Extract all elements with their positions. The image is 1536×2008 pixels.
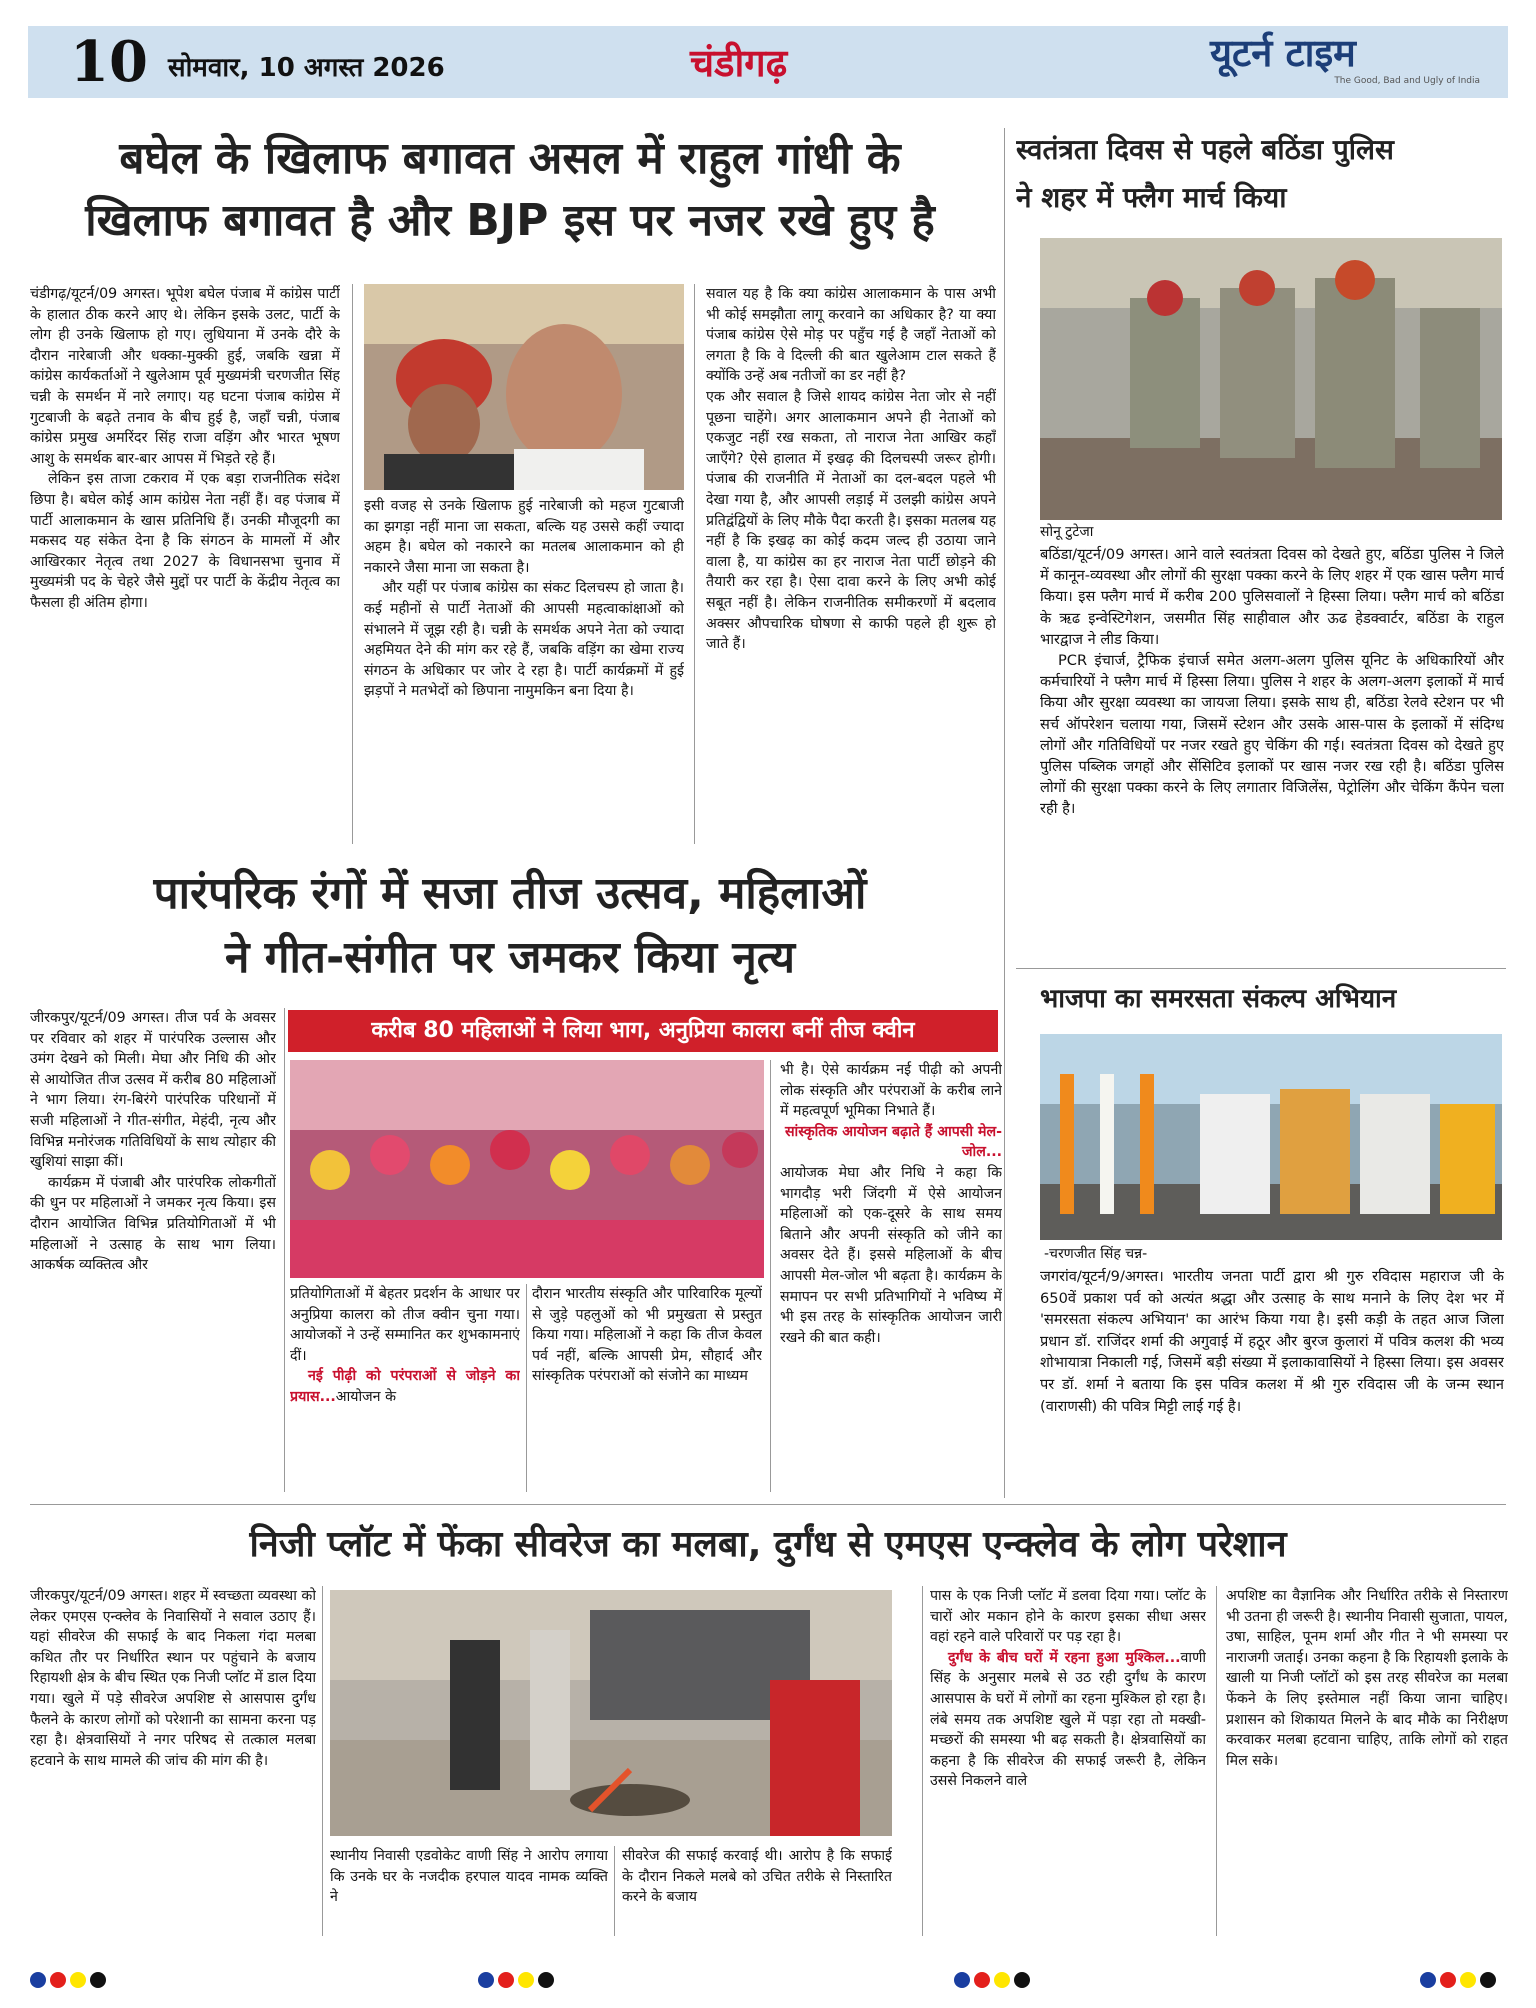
story3-col4-subheading: सांस्कृतिक आयोजन बढ़ाते हैं आपसी मेल-जोल... [784,1123,1002,1161]
story5-col4-tail: वाणी सिंह के अनुसार मलबे से उठ रही दुर्गंध के कारण आसपास के घरों में लोगों का रहना मुश्किल हो रहा है। लंबे समय तक अपशिष्ट खुले में पड़ा रहा तो मक्खी-मच्छरों की समस्या भी बढ़ सकती है। क्षेत्रवासियों का कहना है कि सीवरेज की सफाई जरूरी है, लेकिन उससे निकलने वाले [930,1649,1206,1790]
story1-col3-para2: एक और सवाल है जिसे शायद कांग्रेस नेता जोर से नहीं पूछना चाहेंगे। अगर आलाकमान अपने ही नेताओं को एकजुट नहीं रख सकता, तो नाराज नेता आखिर कहाँ जाएँगे? ऐसे हालात में इखढ़ की दिलचस्पी जरूर होगी। पंजाब की राजनीति में नेताओं का दल-बदल पहले भी देखा गया है, और आपसी लड़ाई में उलझी कांग्रेस अपने प्रतिद्वंद्वियों के लिए मौके पैदा करती है। इसका मतलब यह नहीं है कि इखढ़ का कोई कदम जल्द ही उठाया जाने वाला है, या कांग्रेस का हर नाराज नेता पार्टी छोड़ने की तैयारी कर रहा है। ऐसा दावा करने के लिए अभी कोई सबूत नहीं है। लेकिन राजनीतिक समीकरणों में बदलाव अक्सर औपचारिक घोषणा से काफी पहले ही शुरू हो जाते हैं। [706,388,996,653]
story4-headline: भाजपा का समरसता संकल्प अभियान [1040,984,1397,1014]
story3-col4-para: भी है। ऐसे कार्यक्रम नई पीढ़ी को अपनी लोक संस्कृति और परंपराओं के करीब लाने में महत्वपूर्ण भूमिका निभाते हैं। [780,1062,1002,1120]
story1-col2-para2: और यहीं पर पंजाब कांग्रेस का संकट दिलचस्प हो जाता है। कई महीनों से पार्टी नेताओं की आपसी महत्वाकांक्षाओं को संभालने में जूझ रही है। चन्नी के समर्थक अपने नेता को ज्यादा अहमियत देने की मांग कर रहे हैं, जबकि वड़िंग का खेमा राज्य संगठन के अधिकार पर जोर दे रहा है। पार्टी कार्यक्रमों में हुई झड़पों ने मतभेदों को छिपाना नामुमकिन बना दिया है। [364,580,684,700]
story3-column-1 [30,1008,276,1492]
story3-banner-text: करीब 80 महिलाओं ने लिया भाग, अनुप्रिया कालरा बनीं तीज क्वीन [371,1018,915,1043]
story3-headline-line2: ने गीत-संगीत पर जमकर किया नृत्य [224,932,796,983]
teej-photo [290,1060,764,1278]
story3-col2-tail: आयोजन के [335,1388,396,1405]
color-registration-marks-center [478,1972,558,1992]
kalash-yatra-photo-image [1040,1034,1502,1240]
story3-col2-subheading: नई पीढ़ी को परंपराओं से जोड़ने का प्रयास... [290,1368,520,1405]
color-registration-marks-right [954,1972,1034,1992]
story5-column-3: सीवरेज की सफाई करवाई थी। आरोप है कि सफाई के दौरान निकले मलबे को उचित तरीके से निस्तारित करने के बजाय [622,1848,892,1906]
story1-headline-line1: बघेल के खिलाफ बगावत असल में राहुल गांधी के [119,133,901,184]
paper-name: यूटर्न टाइम [1210,31,1356,75]
story3-headline [30,862,990,990]
color-registration-marks-far-right [1420,1972,1500,1992]
story1-col2-para: इसी वजह से उनके खिलाफ हुई नारेबाजी को महज गुटबाजी का झगड़ा नहीं माना जा सकता, बल्कि यह उससे कहीं ज्यादा अहम है। बघेल को नकारने का मतलब आलाकमान को ही नकारने जैसा माना जा सकता है। [364,498,684,576]
paper-logo [1210,30,1480,92]
story5-column-4 [930,1586,1206,1936]
story2-headline-line1: स्वतंत्रता दिवस से पहले बठिंडा पुलिस [1016,133,1394,166]
page-number: 10 [70,29,148,95]
sewage-debris-photo-image [330,1590,892,1836]
issue-date: सोमवार, 10 अगस्त 2026 [168,53,445,83]
story3-column-3: दौरान भारतीय संस्कृति और पारिवारिक मूल्यों से जुड़े पहलुओं को भी प्रमुखता से प्रस्तुत किया गया। महिलाओं ने कहा कि तीज केवल पर्व नहीं, बल्कि आपसी प्रेम, सौहार्द और सांस्कृतिक परंपराओं को संजोने का माध्यम [532,1286,762,1385]
story3-col2-subpara [290,1366,520,1407]
story1-col1-para2: लेकिन इस ताजा टकराव में एक बड़ा राजनीतिक संदेश छिपा है। बघेल कोई आम कांग्रेस नेता नहीं हैं। वह पंजाब में पार्टी आलाकमान के खास प्रतिनिधि हैं। उनकी मौजूदगी का मकसद यह संकेत देना है कि संगठन के मामलों में और आखिरकार नेतृत्व तथा 2027 के विधानसभा चुनाव में मुख्यमंत्री पद के चेहरे जैसे मुद्दों पर पार्टी के केंद्रीय नेतृत्व का फैसला ही अंतिम होगा। [30,471,340,611]
kalash-yatra-photo [1040,1034,1502,1240]
sewage-debris-photo [330,1590,892,1836]
story5-column-2: स्थानीय निवासी एडवोकेट वाणी सिंह ने आरोप लगाया कि उनके घर के नजदीक हरपाल यादव नामक व्यक्ति ने [330,1848,608,1906]
story3-column-2 [290,1284,520,1494]
story4-photo-credit: -चरणजीत सिंह चन्न- [1044,1246,1148,1262]
story5-col4-subheading: दुर्गंध के बीच घरों में रहना हुआ मुश्किल... [948,1649,1181,1666]
story2-photo-credit: सोनू टुटेजा [1040,524,1094,540]
story1-col3-para: सवाल यह है कि क्या कांग्रेस आलाकमान के पास अभी भी कोई समझौता लागू करवाने का अधिकार है? या क्या पंजाब कांग्रेस ऐसे मोड़ पर पहुँच गई है जहाँ नेताओं को लगता है कि वे दिल्ली की बात खुलेआम टाल सकते हैं क्योंकि उन्हें अब नतीजों का डर नहीं है? [706,286,996,385]
story3-column-4 [780,1060,1002,1494]
story1-col1-para: चंडीगढ़/यूटर्न/09 अगस्त। भूपेश बघेल पंजाब में कांग्रेस पार्टी के हालात ठीक करने आए थे। लेकिन इसके उलट, पार्टी के लोग ही उनके खिलाफ हो गए। लुधियाना में उनके दौरे के दौरान नारेबाजी और धक्का-मुक्की हुई, जबकि खन्ना में कांग्रेस कार्यकर्ताओं ने खुलेआम पूर्व मुख्यमंत्री चरणजीत सिंह चन्नी के समर्थन में नारे लगाए। यह घटना पंजाब कांग्रेस में गुटबाजी के बढ़ते तनाव के बीच हुई है, जहाँ चन्नी, पंजाब कांग्रेस प्रमुख अमरिंदर सिंह राजा वड़िंग और भारत भूषण आशु के समर्थक बार-बार आपस में भिड़ते रहे हैं। [30,286,340,467]
flag-march-photo [1040,238,1502,520]
flag-march-photo-image [1040,238,1502,520]
story1-column-2 [364,496,684,852]
story2-para1: बठिंडा/यूटर्न/09 अगस्त। आने वाले स्वतंत्रता दिवस को देखते हुए, बठिंडा पुलिस ने जिले में कानून-व्यवस्था और लोगों की सुरक्षा पक्का करने के लिए शहर में एक खास फ्लैग मार्च किया। इस फ्लैग मार्च में करीब 200 पुलिसवालों ने हिस्सा लिया। फ्लैग मार्च को बठिंडा के ऋढ इन्वेस्टिगेशन, जसमीत सिंह साहीवाल और ऊढ हेडक्वार्टर, बठिंडा के राहुल भारद्वाज ने लीड किया। [1040,546,1504,648]
story5-column-5: अपशिष्ट का वैज्ञानिक और निर्धारित तरीके से निस्तारण भी उतना ही जरूरी है। स्थानीय निवासी सुजाता, पायल, उषा, साहिल, पूनम शर्मा और गीत ने भी समस्या पर नाराजगी जताई। उनका कहना है कि रिहायशी इलाके के खाली या निजी प्लॉटों को इस तरह सीवरेज का मलबा फेंकने के लिए इस्तेमाल नहीं किया जाना चाहिए। प्रशासन को शिकायत मिलने के बाद मौके का निरीक्षण करवाकर मलबा हटवाना चाहिए, ताकि लोगों को राहत मिल सके। [1226,1588,1508,1769]
story5-column-1: जीरकपुर/यूटर्न/09 अगस्त। शहर में स्वच्छता व्यवस्था को लेकर एमएस एन्क्लेव के निवासियों ने सवाल उठाए हैं। यहां सीवरेज की सफाई के बाद निकला गंदा मलबा कथित तौर पर निर्धारित स्थान पर पहुंचाने के बजाय रिहायशी क्षेत्र के बीच स्थित एक निजी प्लॉट में डाल दिया गया। खुले में पड़े सीवरेज अपशिष्ट से आसपास दुर्गंध फैलने के कारण लोगों को परेशानी का सामना करना पड़ रहा है। क्षेत्रवासियों ने नगर परिषद से तत्काल मलबा हटवाने के साथ मामले की जांच की मांग की है। [30,1588,316,1769]
paper-tagline: The Good, Bad and Ugly of India [1334,76,1480,86]
story2-para2: PCR इंचार्ज, ट्रैफिक इंचार्ज समेत अलग-अलग पुलिस यूनिट के अधिकारियों और कर्मचारियों ने फ्लैग मार्च में हिस्सा लिया। पुलिस ने शहर के अलग-अलग इलाकों में मार्च किया और सुरक्षा व्यवस्था का जायजा लिया। इसके साथ ही, बठिंडा रेलवे स्टेशन पर भी सर्च ऑपरेशन चलाया गया, जिसमें स्टेशन और उसके आस-पास के इलाकों में संदिग्ध लोगों और गतिविधियों पर नजर रखते हुए चेकिंग की गई। स्वतंत्रता दिवस को देखते हुए पुलिस पब्लिक जगहों और सेंसिटिव इलाकों पर खास नजर रख रही है। बठिंडा पुलिस लोगों की सुरक्षा पक्का करने के लिए लगातार विजिलेंस, पेट्रोलिंग और चेकिंग कैंपेन चला रही है। [1040,652,1504,818]
story1-headline-line2: खिलाफ बगावत है और BJP इस पर नजर रखे हुए है [85,195,935,246]
story1-headline [30,128,990,252]
story3-col1-para: जीरकपुर/यूटर्न/09 अगस्त। तीज पर्व के अवसर पर रविवार को शहर में पारंपरिक उल्लास और उमंग देखने को मिली। मेघा और निधि की ओर से आयोजित तीज उत्सव में करीब 80 महिलाओं ने भाग लिया। रंग-बिरंगे पारंपरिक परिधानों में सजी महिलाओं ने गीत-संगीत, मेहंदी, नृत्य और विभिन्न मनोरंजक गतिविधियों के साथ त्योहार की खुशियां साझा कीं। [30,1010,276,1171]
story3-col2-para: प्रतियोगिताओं में बेहतर प्रदर्शन के आधार पर अनुप्रिया कालरा को तीज क्वीन चुना गया। आयोजकों ने उन्हें सम्मानित कर शुभकामनाएं दीं। [290,1286,520,1364]
baghel-photo [364,284,684,490]
story1-column-3 [706,284,996,844]
story3-headline-line1: पारंपरिक रंगों में सजा तीज उत्सव, महिलाओं [153,868,867,919]
story1-column-1 [30,284,340,844]
story2-headline-line2: ने शहर में फ्लैग मार्च किया [1016,181,1287,214]
edition-city: चंडीगढ़ [690,41,788,85]
story2-body [1040,544,1504,954]
story5-headline: निजी प्लॉट में फेंका सीवरेज का मलबा, दुर्गंध से एमएस एन्क्लेव के लोग परेशान [249,1524,1287,1565]
color-registration-marks-left [30,1972,110,1992]
story2-headline [1016,126,1506,222]
baghel-photo-image [364,284,684,490]
story3-banner [288,1010,998,1052]
story3-col1-para2: कार्यक्रम में पंजाबी और पारंपरिक लोकगीतों की धुन पर महिलाओं ने जमकर नृत्य किया। इस दौरान आयोजित विभिन्न प्रतियोगिताओं में भी महिलाओं ने उत्साह के साथ भाग लिया। आकर्षक व्यक्तित्व और [30,1174,276,1274]
story4-body: जगरांव/यूटर्न/9/अगस्त। भारतीय जनता पार्टी द्वारा श्री गुरु रविदास महाराज जी के 650वें प्रकाश पर्व को अत्यंत श्रद्धा और उत्साह के साथ मनाने के लिए देश भर में 'समरसता संकल्प अभियान' का आरंभ किया गया है। इसी कड़ी के तहत आज जिला प्रधान डॉ. राजिंदर शर्मा की अगुवाई में हठूर और बुरज कुलारां में पवित्र कलश की भव्य शोभायात्रा निकाली गई, जिसमें बड़ी संख्या में इलाकावासियों ने हिस्सा लिया। इस अवसर पर डॉ. शर्मा ने बताया कि इस पवित्र कलश में श्री गुरु रविदास जी के जन्म स्थान (वाराणसी) की पवित्र मिट्टी लाई गई है। [1040,1268,1504,1415]
story5-col4-subpara [930,1648,1206,1792]
story3-col4-para2: आयोजक मेघा और निधि ने कहा कि भागदौड़ भरी जिंदगी में ऐसे आयोजन महिलाओं को एक-दूसरे के साथ समय बिताने और अपनी संस्कृति को जीने का अवसर देते हैं। इससे महिलाओं के बीच आपसी मेल-जोल भी बढ़ता है। कार्यक्रम के समापन पर सभी प्रतिभागियों ने भविष्य में भी इस तरह के सांस्कृतिक आयोजन जारी रखने की बात कही। [780,1164,1002,1346]
story5-col4-para: पास के एक निजी प्लॉट में डलवा दिया गया। प्लॉट के चारों ओर मकान होने के कारण इसका सीधा असर वहां रहने वाले परिवारों पर पड़ रहा है। [930,1588,1206,1646]
teej-photo-image [290,1060,764,1278]
